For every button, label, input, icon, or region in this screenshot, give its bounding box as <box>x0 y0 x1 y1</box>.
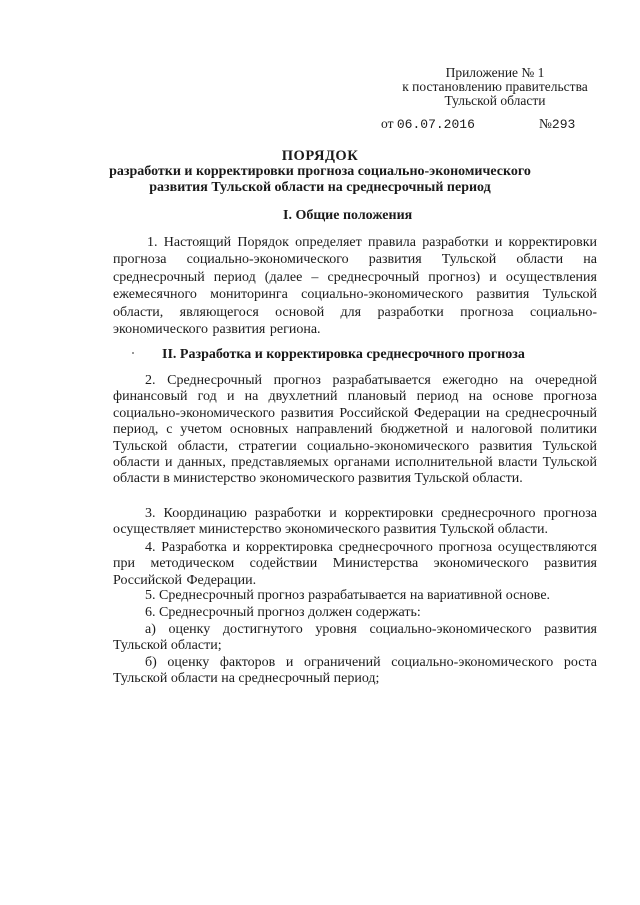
title-line-3: развития Тульской области на среднесрочный период <box>149 180 491 195</box>
title-line-1: ПОРЯДОК <box>281 148 359 164</box>
list-item-a: а) оценку достигнутого уровня социально-экономического развития Тульской области; <box>113 622 597 654</box>
document-number <box>539 116 575 132</box>
date-number-line <box>381 116 581 132</box>
number-label: № <box>539 116 552 131</box>
date-value: 06.07.2016 <box>396 117 475 132</box>
paragraph-4: 4. Разработка и корректировка среднесрочного прогноза осуществляются при методическом содействии Министерства экономического развития Российской Федерации. <box>113 540 597 588</box>
paragraph-2: 2. Среднесрочный прогноз разрабатывается ежегодно на очередной финансовый год и на двухлетний плановый период на основе прогноза социально-экономического развития Российской Федерации на среднесрочный период, с учетом основных направлений бюджетной и налоговой политики Тульской области, стратегии социально-экономического развития Тульской области и данных, представляемых органами исполнительной власти Тульской области в министерство экономического развития Тульской области. <box>113 373 597 487</box>
title-line-2: разработки и корректировки прогноза социально-экономического <box>109 164 531 179</box>
appendix-line-2: к постановлению правительства <box>402 79 588 94</box>
appendix-header <box>380 66 610 108</box>
paragraph-3: 3. Координацию разработки и корректировки среднесрочного прогноза осуществляет министерство экономического развития Тульской области. <box>113 506 597 538</box>
scan-speck <box>132 352 134 354</box>
appendix-line-1: Приложение № 1 <box>445 65 545 80</box>
date-prefix: от <box>381 116 394 131</box>
paragraph-5: 5. Среднесрочный прогноз разрабатывается на вариативной основе. <box>145 588 551 603</box>
paragraph-1: 1. Настоящий Порядок определяет правила разработки и корректировки прогноза социально-экономического развития Тульской области на среднесрочный период (далее – среднесрочный прогноз) и осуществления ежемесячного мониторинга социально-экономического развития Тульской области, являющегося основой для разработки прогноза социально-экономического развития региона. <box>113 235 597 338</box>
number-value: 293 <box>551 117 576 132</box>
section-1-heading: I. Общие положения <box>283 208 413 223</box>
list-item-b: б) оценку факторов и ограничений социально-экономического роста Тульской области на среднесрочный период; <box>113 655 597 687</box>
appendix-line-3: Тульской области <box>444 93 546 108</box>
paragraph-6: 6. Среднесрочный прогноз должен содержать: <box>145 605 421 620</box>
document-title <box>100 148 540 196</box>
section-2-heading: II. Разработка и корректировка среднесрочного прогноза <box>162 347 525 362</box>
